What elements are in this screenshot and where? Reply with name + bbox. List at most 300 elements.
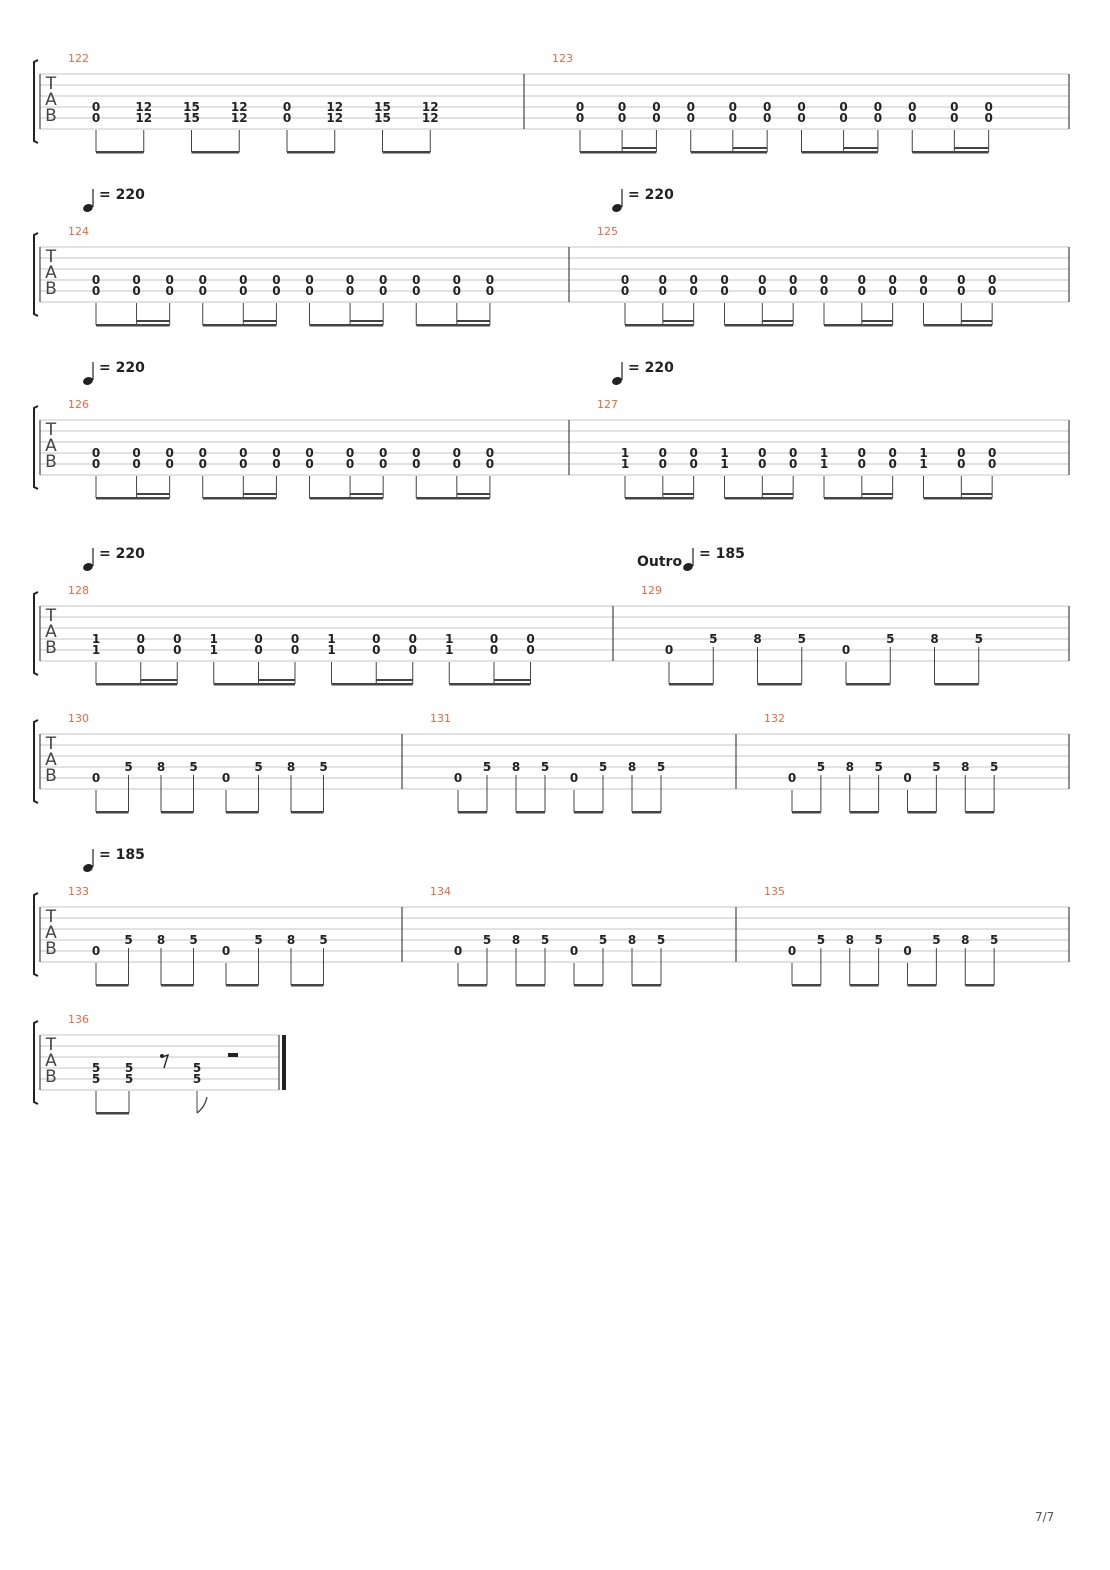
fret-number: 0 xyxy=(857,273,866,287)
note-beam xyxy=(96,683,177,686)
fret-number: 0 xyxy=(254,632,263,646)
fret-number: 1 xyxy=(209,643,218,657)
fret-number: 0 xyxy=(305,457,314,471)
fret-number: 0 xyxy=(664,643,674,657)
tab-clef-letter: A xyxy=(45,263,57,283)
page-number: 7/7 xyxy=(1035,1510,1055,1524)
note-beam-secondary xyxy=(258,679,295,681)
fret-number: 1 xyxy=(720,446,729,460)
fret-number: 5 xyxy=(816,933,826,947)
fret-number: 1 xyxy=(91,632,101,646)
fret-number: 1 xyxy=(919,457,928,471)
fret-number: 1 xyxy=(819,457,829,471)
note-beam xyxy=(625,497,694,500)
fret-number: 0 xyxy=(919,284,928,298)
fret-number: 0 xyxy=(758,446,767,460)
quarter-note-icon xyxy=(82,203,94,214)
fret-number: 8 xyxy=(845,760,854,774)
fret-number: 0 xyxy=(957,446,966,460)
note-beam xyxy=(516,811,545,814)
tab-clef-letter: A xyxy=(45,923,57,943)
fret-number: 5 xyxy=(124,1061,134,1075)
tempo-marking: = 220 xyxy=(99,546,145,562)
fret-number: 0 xyxy=(132,457,141,471)
note-beam xyxy=(824,497,893,500)
quarter-note-icon xyxy=(82,562,94,573)
measure-number: 129 xyxy=(641,584,662,597)
note-beam-secondary xyxy=(137,493,170,495)
fret-number: 8 xyxy=(627,933,637,947)
fret-number: 0 xyxy=(136,632,145,646)
note-beam-secondary xyxy=(862,320,893,322)
note-beam xyxy=(96,497,170,500)
fret-number: 5 xyxy=(124,933,133,947)
note-beam xyxy=(214,683,295,686)
fret-number: 0 xyxy=(888,446,897,460)
fret-number: 1 xyxy=(819,446,829,460)
note-beam-secondary xyxy=(733,147,767,149)
note-beam-secondary xyxy=(862,493,893,495)
note-beam-secondary xyxy=(762,320,793,322)
note-beam-secondary xyxy=(141,679,178,681)
fret-number: 0 xyxy=(239,284,248,298)
fret-number: 0 xyxy=(569,944,579,958)
note-beam xyxy=(824,324,893,327)
tab-clef-letter: A xyxy=(45,436,57,456)
fret-number: 0 xyxy=(452,446,461,460)
note-beam xyxy=(458,984,487,987)
fret-number: 5 xyxy=(124,1072,134,1086)
measure-number: 128 xyxy=(68,584,89,597)
fret-number: 0 xyxy=(272,446,281,460)
note-beam xyxy=(792,811,821,814)
tab-clef-letter: B xyxy=(45,106,57,126)
system-bracket xyxy=(34,233,38,316)
fret-number: 0 xyxy=(198,284,207,298)
fret-number: 0 xyxy=(720,273,729,287)
fret-number: 1 xyxy=(720,457,729,471)
fret-number: 0 xyxy=(728,111,738,125)
fret-number: 0 xyxy=(987,273,997,287)
note-beam xyxy=(203,324,277,327)
fret-number: 0 xyxy=(888,273,897,287)
fret-number: 5 xyxy=(598,933,608,947)
fret-number: 0 xyxy=(91,457,101,471)
fret-number: 1 xyxy=(445,643,454,657)
fret-number: 0 xyxy=(758,457,767,471)
fret-number: 0 xyxy=(282,111,292,125)
fret-number: 0 xyxy=(762,111,772,125)
fret-number: 5 xyxy=(932,760,941,774)
fret-number: 0 xyxy=(305,446,314,460)
fret-number: 0 xyxy=(908,111,917,125)
note-beam xyxy=(965,811,994,814)
fret-number: 0 xyxy=(91,100,101,114)
fret-number: 0 xyxy=(873,111,883,125)
note-beam xyxy=(802,151,878,154)
fret-number: 12 xyxy=(421,111,439,125)
fret-number: 0 xyxy=(526,643,535,657)
fret-number: 5 xyxy=(540,760,550,774)
fret-number: 8 xyxy=(627,760,637,774)
note-beam xyxy=(632,811,661,814)
tab-clef-letter: T xyxy=(45,74,57,94)
fret-number: 0 xyxy=(378,273,388,287)
measure-number: 134 xyxy=(430,885,451,898)
fret-number: 15 xyxy=(183,111,200,125)
note-beam xyxy=(908,984,937,987)
fret-number: 0 xyxy=(91,446,101,460)
fret-number: 0 xyxy=(987,446,997,460)
fret-number: 0 xyxy=(984,111,993,125)
fret-number: 1 xyxy=(620,457,630,471)
fret-number: 0 xyxy=(198,457,207,471)
fret-number: 0 xyxy=(903,771,912,785)
fret-number: 0 xyxy=(165,457,174,471)
fret-number: 0 xyxy=(91,284,101,298)
fret-number: 0 xyxy=(689,446,698,460)
fret-number: 8 xyxy=(753,632,762,646)
note-beam xyxy=(912,151,988,154)
note-beam xyxy=(226,811,259,814)
note-beam xyxy=(203,497,277,500)
fret-number: 0 xyxy=(686,100,695,114)
tab-clef-letter: T xyxy=(45,247,57,267)
fret-number: 0 xyxy=(762,100,772,114)
fret-number: 5 xyxy=(656,933,666,947)
fret-number: 0 xyxy=(378,284,388,298)
fret-number: 0 xyxy=(452,457,461,471)
fret-number: 0 xyxy=(617,111,627,125)
fret-number: 0 xyxy=(173,632,182,646)
fret-number: 0 xyxy=(919,273,928,287)
note-beam xyxy=(516,984,545,987)
fret-number: 0 xyxy=(239,446,248,460)
tempo-marking: = 185 xyxy=(99,847,145,863)
fret-number: 0 xyxy=(957,273,966,287)
note-beam-secondary xyxy=(243,493,276,495)
fret-number: 12 xyxy=(135,111,153,125)
fret-number: 5 xyxy=(932,933,941,947)
fret-number: 5 xyxy=(482,933,492,947)
fret-number: 1 xyxy=(919,446,928,460)
fret-number: 0 xyxy=(305,273,314,287)
fret-number: 5 xyxy=(989,933,999,947)
note-beam xyxy=(291,984,324,987)
fret-number: 0 xyxy=(412,457,421,471)
note-beam xyxy=(416,324,490,327)
fret-number: 0 xyxy=(839,100,848,114)
fret-number: 0 xyxy=(658,284,667,298)
fret-number: 8 xyxy=(930,632,939,646)
tab-clef-letter: T xyxy=(45,420,57,440)
tab-clef-letter: B xyxy=(45,1067,57,1087)
quarter-note-icon xyxy=(611,203,623,214)
system-bracket xyxy=(34,592,38,675)
fret-number: 0 xyxy=(372,643,381,657)
note-beam xyxy=(924,497,993,500)
fret-number: 0 xyxy=(575,111,585,125)
fret-number: 5 xyxy=(656,760,666,774)
note-beam xyxy=(935,683,979,686)
measure-number: 130 xyxy=(68,712,89,725)
note-beam xyxy=(669,683,713,686)
fret-number: 0 xyxy=(372,632,381,646)
measure-number: 124 xyxy=(68,225,89,238)
fret-number: 0 xyxy=(575,100,585,114)
fret-number: 5 xyxy=(91,1072,101,1086)
note-beam xyxy=(161,811,194,814)
fret-number: 1 xyxy=(620,446,630,460)
tab-clef-letter: B xyxy=(45,279,57,299)
fret-number: 0 xyxy=(787,944,797,958)
note-beam-secondary xyxy=(622,147,656,149)
note-beam xyxy=(458,811,487,814)
eighth-flag xyxy=(197,1097,207,1113)
section-label: Outro xyxy=(637,554,683,570)
tab-clef-letter: T xyxy=(45,606,57,626)
fret-number: 5 xyxy=(192,1072,202,1086)
note-beam-secondary xyxy=(954,147,988,149)
fret-number: 0 xyxy=(888,457,897,471)
fret-number: 12 xyxy=(326,100,344,114)
fret-number: 0 xyxy=(345,273,355,287)
tab-clef-letter: B xyxy=(45,766,57,786)
fret-number: 0 xyxy=(282,100,292,114)
fret-number: 12 xyxy=(135,100,153,114)
fret-number: 5 xyxy=(482,760,492,774)
fret-number: 0 xyxy=(787,771,797,785)
note-beam-secondary xyxy=(961,320,992,322)
note-beam xyxy=(96,1112,129,1115)
fret-number: 0 xyxy=(305,284,314,298)
note-beam-secondary xyxy=(762,493,793,495)
fret-number: 0 xyxy=(453,771,463,785)
fret-number: 1 xyxy=(209,632,218,646)
note-beam xyxy=(291,811,324,814)
measure-number: 132 xyxy=(764,712,785,725)
note-beam xyxy=(725,324,794,327)
note-beam xyxy=(965,984,994,987)
fret-number: 0 xyxy=(345,457,355,471)
fret-number: 8 xyxy=(286,933,296,947)
fret-number: 0 xyxy=(412,446,421,460)
fret-number: 8 xyxy=(511,933,521,947)
fret-number: 0 xyxy=(452,273,461,287)
final-barline xyxy=(282,1035,286,1090)
fret-number: 0 xyxy=(485,446,495,460)
fret-number: 0 xyxy=(728,100,738,114)
note-beam xyxy=(792,984,821,987)
note-beam xyxy=(908,811,937,814)
fret-number: 0 xyxy=(489,643,499,657)
note-beam xyxy=(96,811,129,814)
note-beam xyxy=(758,683,802,686)
fret-number: 12 xyxy=(230,100,248,114)
note-beam xyxy=(924,324,993,327)
fret-number: 0 xyxy=(485,273,495,287)
fret-number: 0 xyxy=(221,771,231,785)
fret-number: 0 xyxy=(839,111,848,125)
measure-number: 133 xyxy=(68,885,89,898)
note-beam xyxy=(580,151,656,154)
fret-number: 5 xyxy=(540,933,550,947)
fret-number: 0 xyxy=(797,100,806,114)
fret-number: 5 xyxy=(797,632,806,646)
note-beam xyxy=(310,324,384,327)
note-beam xyxy=(449,683,530,686)
fret-number: 0 xyxy=(950,100,959,114)
fret-number: 5 xyxy=(319,933,328,947)
tab-clef-letter: A xyxy=(45,90,57,110)
tab-clef-letter: B xyxy=(45,452,57,472)
fret-number: 0 xyxy=(378,457,388,471)
half-rest-icon xyxy=(228,1053,238,1057)
tab-clef-letter: T xyxy=(45,734,57,754)
fret-number: 0 xyxy=(758,284,767,298)
fret-number: 5 xyxy=(816,760,826,774)
note-beam-secondary xyxy=(494,679,531,681)
note-beam-secondary xyxy=(350,493,383,495)
note-beam xyxy=(96,151,144,154)
note-beam-secondary xyxy=(376,679,413,681)
fret-number: 0 xyxy=(290,632,300,646)
fret-number: 0 xyxy=(908,100,917,114)
fret-number: 0 xyxy=(132,446,141,460)
note-beam-secondary xyxy=(350,320,383,322)
tab-clef-letter: T xyxy=(45,1035,57,1055)
tab-clef-letter: T xyxy=(45,907,57,927)
note-beam xyxy=(850,984,879,987)
fret-number: 0 xyxy=(720,284,729,298)
fret-number: 8 xyxy=(961,760,970,774)
fret-number: 0 xyxy=(689,457,698,471)
fret-number: 8 xyxy=(156,933,166,947)
fret-number: 0 xyxy=(272,284,281,298)
fret-number: 0 xyxy=(788,446,798,460)
fret-number: 0 xyxy=(819,284,829,298)
fret-number: 0 xyxy=(173,643,182,657)
fret-number: 0 xyxy=(526,632,535,646)
note-beam-secondary xyxy=(243,320,276,322)
fret-number: 5 xyxy=(192,1061,202,1075)
fret-number: 1 xyxy=(327,643,336,657)
note-beam-secondary xyxy=(663,493,694,495)
fret-number: 0 xyxy=(888,284,897,298)
fret-number: 5 xyxy=(974,632,983,646)
fret-number: 0 xyxy=(797,111,806,125)
fret-number: 0 xyxy=(345,284,355,298)
note-beam xyxy=(691,151,767,154)
fret-number: 12 xyxy=(230,111,248,125)
fret-number: 0 xyxy=(272,457,281,471)
fret-number: 0 xyxy=(132,273,141,287)
tempo-marking: = 220 xyxy=(628,360,674,376)
fret-number: 0 xyxy=(485,284,495,298)
fret-number: 0 xyxy=(378,446,388,460)
system-bracket xyxy=(34,60,38,143)
fret-number: 0 xyxy=(788,284,798,298)
note-beam xyxy=(192,151,240,154)
fret-number: 1 xyxy=(91,643,101,657)
fret-number: 0 xyxy=(857,446,866,460)
note-beam xyxy=(96,324,170,327)
note-beam xyxy=(332,683,413,686)
system-bracket xyxy=(34,720,38,803)
system-bracket xyxy=(34,406,38,489)
fret-number: 0 xyxy=(689,284,698,298)
tab-clef-letter: A xyxy=(45,750,57,770)
note-beam-secondary xyxy=(457,493,490,495)
fret-number: 0 xyxy=(620,273,630,287)
fret-number: 0 xyxy=(857,457,866,471)
fret-number: 0 xyxy=(857,284,866,298)
fret-number: 5 xyxy=(709,632,718,646)
fret-number: 0 xyxy=(290,643,300,657)
tab-clef-letter: B xyxy=(45,638,57,658)
fret-number: 8 xyxy=(511,760,521,774)
note-beam xyxy=(574,811,603,814)
fret-number: 0 xyxy=(408,643,417,657)
fret-number: 0 xyxy=(489,632,499,646)
fret-number: 0 xyxy=(165,273,174,287)
tab-clef-letter: A xyxy=(45,1051,57,1071)
tab-clef-letter: A xyxy=(45,622,57,642)
quarter-note-icon xyxy=(82,376,94,387)
fret-number: 0 xyxy=(136,643,145,657)
fret-number: 0 xyxy=(788,457,798,471)
fret-number: 0 xyxy=(950,111,959,125)
fret-number: 0 xyxy=(452,284,461,298)
note-beam xyxy=(310,497,384,500)
fret-number: 0 xyxy=(788,273,798,287)
fret-number: 0 xyxy=(987,284,997,298)
fret-number: 0 xyxy=(658,457,667,471)
fret-number: 0 xyxy=(987,457,997,471)
system-bracket xyxy=(34,1021,38,1104)
fret-number: 0 xyxy=(239,457,248,471)
fret-number: 0 xyxy=(198,273,207,287)
fret-number: 0 xyxy=(620,284,630,298)
fret-number: 5 xyxy=(874,933,883,947)
measure-number: 131 xyxy=(430,712,451,725)
measure-number: 122 xyxy=(68,52,89,65)
fret-number: 0 xyxy=(91,771,101,785)
fret-number: 0 xyxy=(412,273,421,287)
measure-number: 127 xyxy=(597,398,618,411)
fret-number: 0 xyxy=(408,632,417,646)
note-beam-secondary xyxy=(663,320,694,322)
fret-number: 0 xyxy=(658,446,667,460)
fret-number: 0 xyxy=(165,284,174,298)
fret-number: 5 xyxy=(189,760,198,774)
system-bracket xyxy=(34,893,38,976)
fret-number: 8 xyxy=(156,760,166,774)
fret-number: 5 xyxy=(254,760,263,774)
fret-number: 15 xyxy=(374,100,391,114)
fret-number: 8 xyxy=(961,933,970,947)
fret-number: 0 xyxy=(819,273,829,287)
note-beam xyxy=(383,151,431,154)
fret-number: 0 xyxy=(453,944,463,958)
fret-number: 0 xyxy=(91,944,101,958)
note-beam xyxy=(850,811,879,814)
fret-number: 12 xyxy=(421,100,439,114)
fret-number: 0 xyxy=(617,100,627,114)
fret-number: 0 xyxy=(841,643,851,657)
fret-number: 0 xyxy=(984,100,993,114)
fret-number: 0 xyxy=(91,273,101,287)
